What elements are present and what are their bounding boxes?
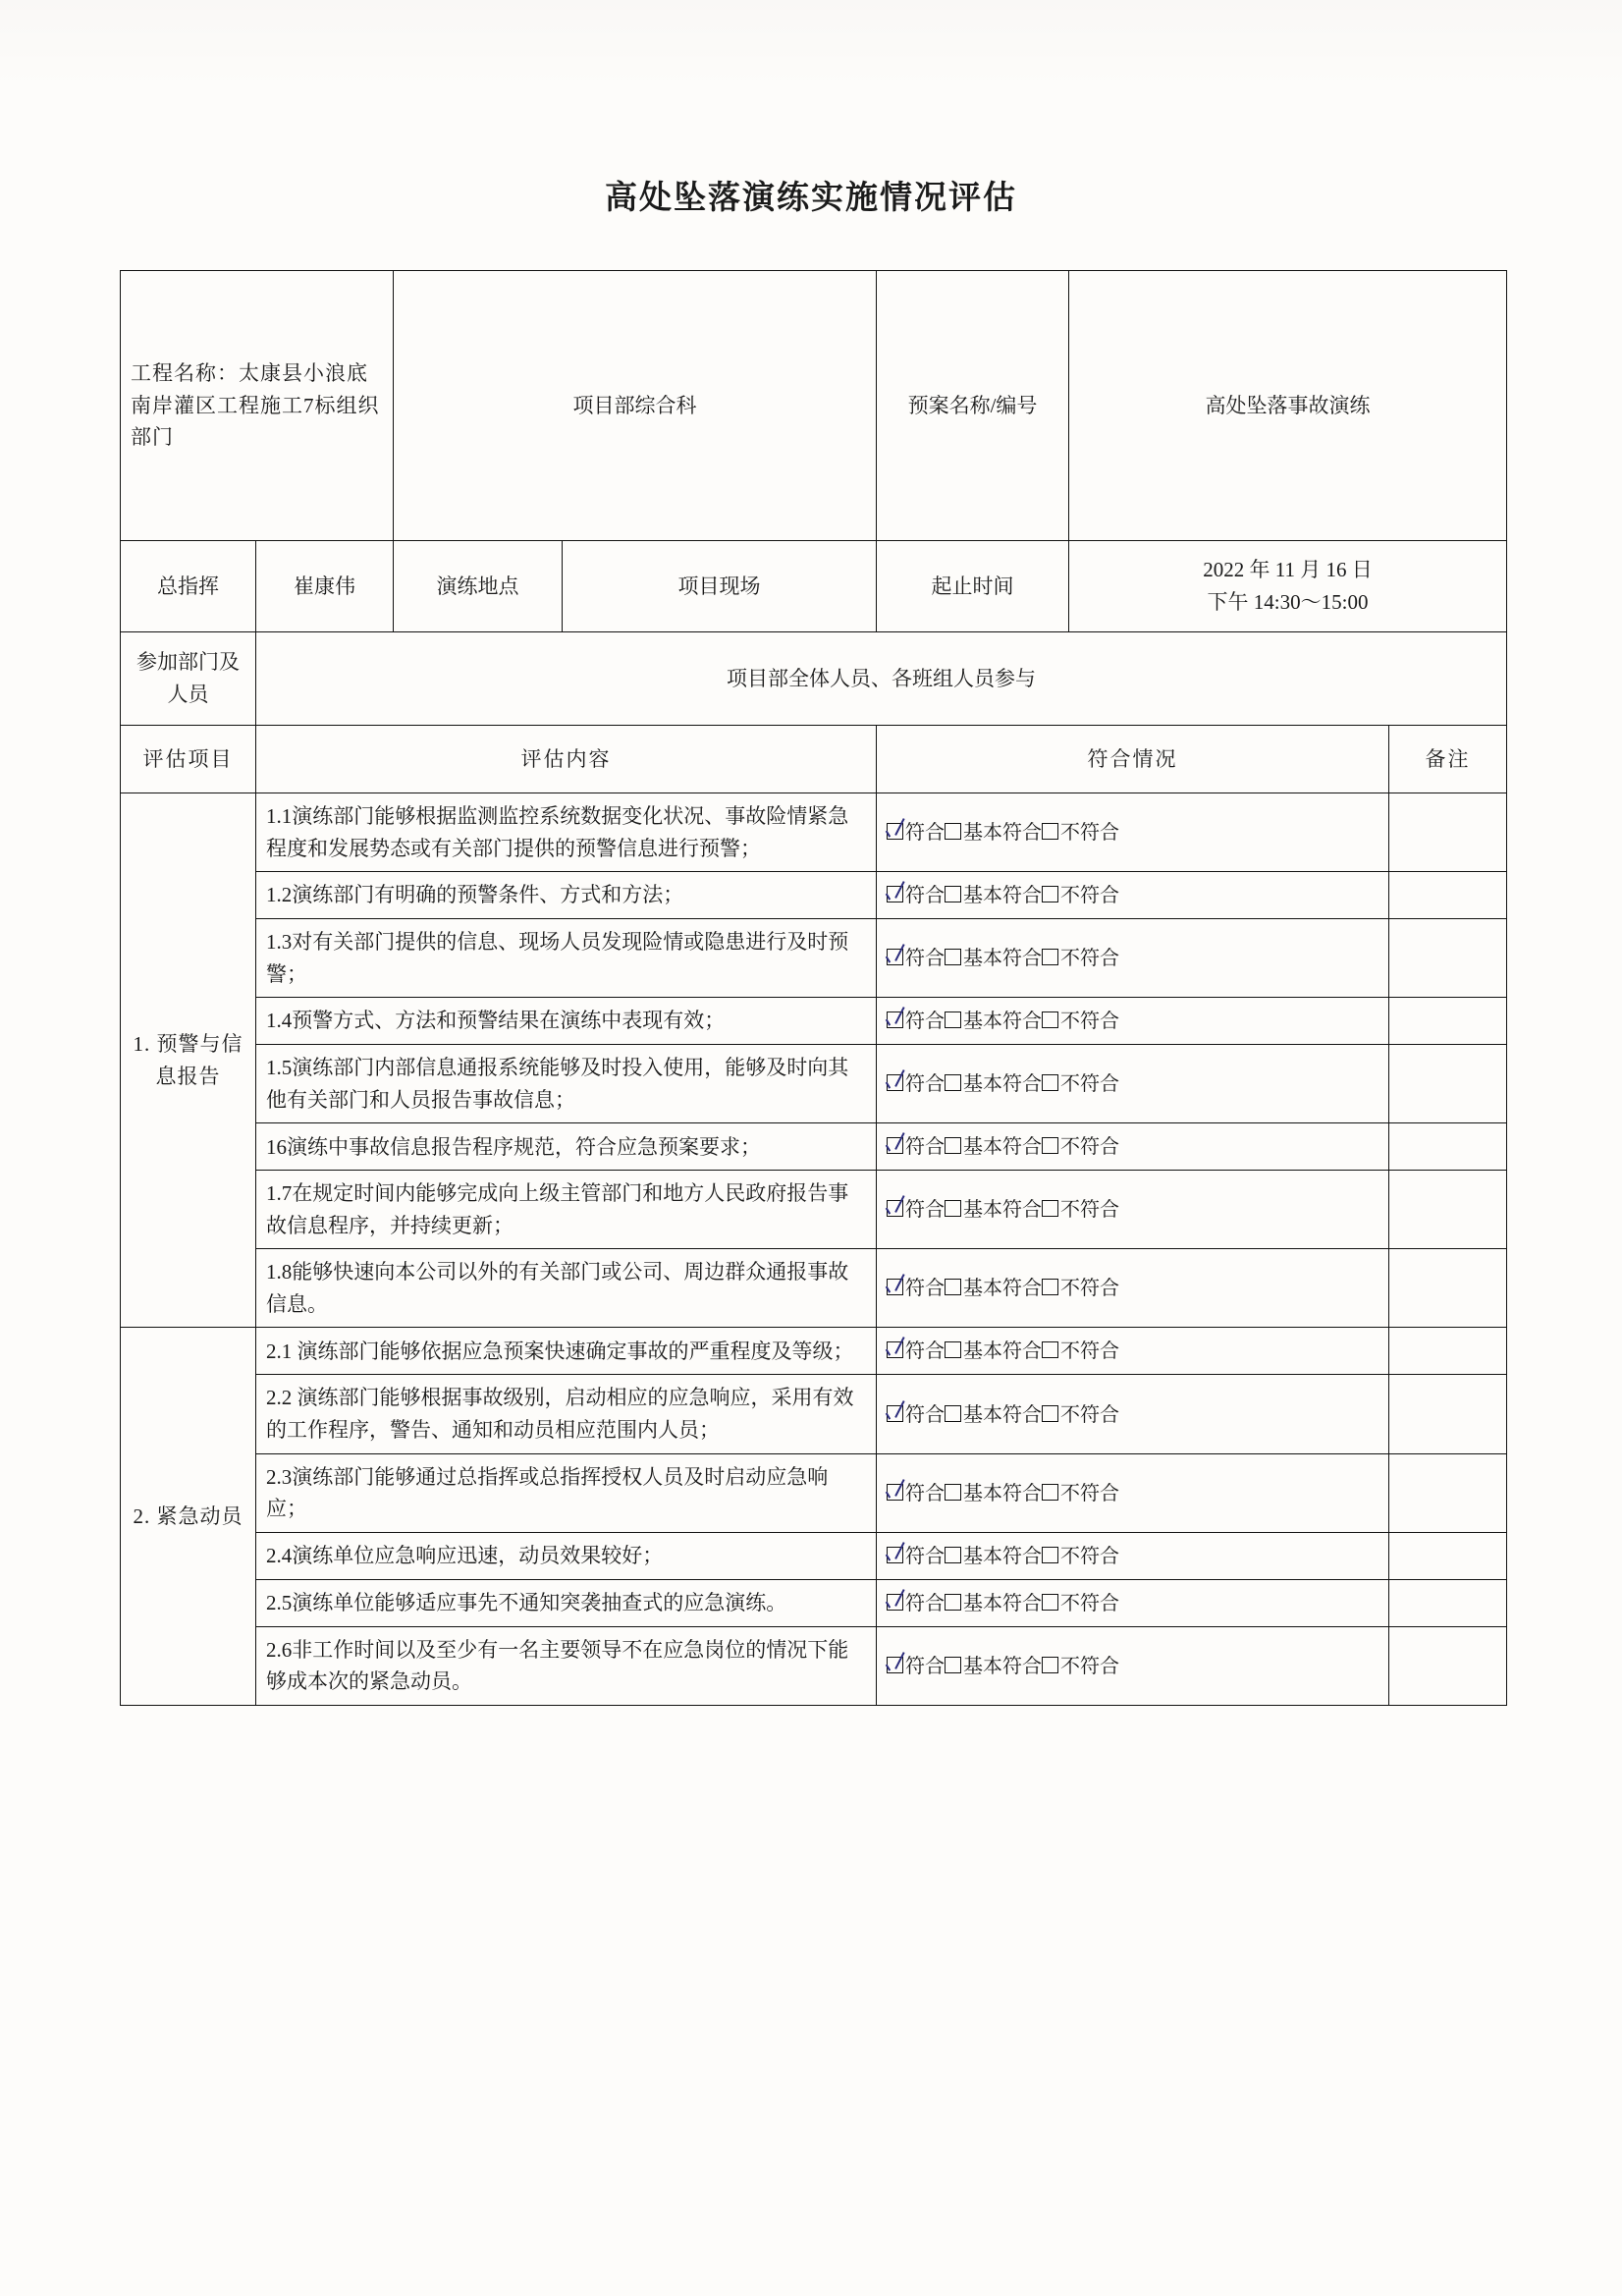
checkbox-basic-conform-label: 基本符合 [963,1278,1042,1300]
checkbox-conform-label: 符合 [905,948,945,970]
assessment-item-text: 1.7在规定时间内能够完成向上级主管部门和地方人民政府报告事故信息程序，并持续更新； [256,1171,877,1249]
checkbox-conform-label: 符合 [905,822,945,845]
remark-cell [1389,1375,1507,1453]
checkbox-non-conform[interactable] [1042,1011,1058,1028]
checkbox-conform-label: 符合 [905,1482,945,1504]
checkbox-basic-conform[interactable] [945,1011,961,1028]
table-row [121,1123,1507,1171]
conformance-cell [877,1123,1389,1171]
table-row-commander [121,541,1507,632]
checkbox-basic-conform-label: 基本符合 [963,1340,1042,1363]
commander-value-cell: 崔康伟 [256,541,394,632]
checkbox-non-conform[interactable] [1042,1074,1058,1091]
place-value-cell: 项目现场 [563,541,877,632]
checkbox-non-conform[interactable] [1042,949,1058,965]
checkbox-basic-conform-label: 基本符合 [963,1136,1042,1159]
checkbox-basic-conform[interactable] [945,1657,961,1673]
checkbox-non-conform-label: 不符合 [1060,1278,1119,1300]
remark-cell [1389,1045,1507,1123]
checkbox-basic-conform[interactable] [945,1594,961,1611]
remark-cell [1389,1532,1507,1579]
assessment-item-text: 2.5演练单位能够适应事先不通知突袭抽查式的应急演练。 [256,1579,877,1626]
assessment-item-text: 16演练中事故信息报告程序规范，符合应急预案要求； [256,1123,877,1171]
checkbox-basic-conform[interactable] [945,1405,961,1422]
table-row [121,1532,1507,1579]
place-label-cell: 演练地点 [394,541,563,632]
table-row [121,998,1507,1045]
checkbox-non-conform-label: 不符合 [1060,1655,1119,1677]
checkbox-non-conform-label: 不符合 [1060,885,1119,907]
participants-value-cell: 项目部全体人员、各班组人员参与 [256,632,1507,726]
department-cell: 项目部综合科 [394,271,877,541]
checkbox-conform-label: 符合 [905,1403,945,1426]
checkbox-conform[interactable] [887,1405,903,1422]
table-row [121,1045,1507,1123]
assessment-item-text: 2.4演练单位应急响应迅速，动员效果较好； [256,1532,877,1579]
checkbox-non-conform-label: 不符合 [1060,1199,1119,1222]
remark-cell [1389,1123,1507,1171]
checkbox-non-conform[interactable] [1042,823,1058,840]
remark-cell [1389,1453,1507,1532]
assessment-item-text: 1.3对有关部门提供的信息、现场人员发现险情或隐患进行及时预警； [256,919,877,998]
assessment-item-text: 2.6非工作时间以及至少有一名主要领导不在应急岗位的情况下能够成本次的紧急动员。 [256,1626,877,1705]
assessment-item-text: 1.4预警方式、方法和预警结果在演练中表现有效； [256,998,877,1045]
checkbox-non-conform[interactable] [1042,1137,1058,1154]
checkbox-non-conform[interactable] [1042,1341,1058,1358]
table-row-project [121,271,1507,541]
checkbox-conform[interactable] [887,886,903,902]
assessment-item-text: 1.8能够快速向本公司以外的有关部门或公司、周边群众通报事故信息。 [256,1249,877,1328]
checkbox-conform-label: 符合 [905,1073,945,1096]
section-label-cell: 2. 紧急动员 [121,1328,256,1705]
time-label-cell: 起止时间 [877,541,1069,632]
checkbox-conform[interactable] [887,1279,903,1295]
project-name-cell: 工程名称：太康县小浪底南岸灌区工程施工7标组织部门 [121,271,394,541]
header-remark: 备注 [1389,726,1507,793]
remark-cell [1389,872,1507,919]
checkbox-non-conform[interactable] [1042,1594,1058,1611]
checkbox-non-conform-label: 不符合 [1060,1482,1119,1504]
participants-label-cell: 参加部门及人员 [121,632,256,726]
conformance-cell [877,793,1389,872]
plan-value-cell: 高处坠落事故演练 [1069,271,1507,541]
conformance-cell [877,1249,1389,1328]
checkbox-basic-conform[interactable] [945,1547,961,1563]
checkbox-non-conform-label: 不符合 [1060,1340,1119,1363]
checkbox-basic-conform-label: 基本符合 [963,1199,1042,1222]
checkbox-non-conform[interactable] [1042,1484,1058,1501]
checkbox-non-conform-label: 不符合 [1060,948,1119,970]
checkbox-basic-conform[interactable] [945,1200,961,1217]
assessment-item-text: 1.1演练部门能够根据监测监控系统数据变化状况、事故险情紧急程度和发展势态或有关部门提供的预警信息进行预警； [256,793,877,872]
conformance-cell [877,1328,1389,1375]
checkbox-non-conform-label: 不符合 [1060,1073,1119,1096]
table-row [121,919,1507,998]
checkbox-conform-label: 符合 [905,1545,945,1567]
remark-cell [1389,1328,1507,1375]
table-row [121,1328,1507,1375]
checkbox-non-conform-label: 不符合 [1060,822,1119,845]
checkbox-non-conform-label: 不符合 [1060,1403,1119,1426]
table-row [121,1375,1507,1453]
remark-cell [1389,998,1507,1045]
checkbox-non-conform[interactable] [1042,886,1058,902]
checkbox-basic-conform[interactable] [945,1484,961,1501]
checkbox-non-conform-label: 不符合 [1060,1545,1119,1567]
checkbox-non-conform[interactable] [1042,1405,1058,1422]
checkbox-conform-label: 符合 [905,1278,945,1300]
conformance-cell [877,998,1389,1045]
checkbox-conform-label: 符合 [905,1011,945,1033]
table-row-participants [121,632,1507,726]
conformance-cell [877,872,1389,919]
checkbox-conform[interactable] [887,1657,903,1673]
conformance-cell [877,1532,1389,1579]
checkbox-conform-label: 符合 [905,1199,945,1222]
commander-label-cell: 总指挥 [121,541,256,632]
table-row [121,793,1507,872]
header-conformance: 符合情况 [877,726,1389,793]
checkbox-basic-conform[interactable] [945,1137,961,1154]
section-label-cell: 1. 预警与信息报告 [121,793,256,1328]
checkbox-basic-conform[interactable] [945,1074,961,1091]
assessment-item-text: 2.3演练部门能够通过总指挥或总指挥授权人员及时启动应急响应； [256,1453,877,1532]
conformance-cell [877,1453,1389,1532]
conformance-cell [877,1045,1389,1123]
conformance-cell [877,1171,1389,1249]
checkbox-conform[interactable] [887,1074,903,1091]
checkbox-conform[interactable] [887,1484,903,1501]
checkbox-basic-conform[interactable] [945,886,961,902]
assessment-item-text: 1.5演练部门内部信息通报系统能够及时投入使用，能够及时向其他有关部门和人员报告事故信息； [256,1045,877,1123]
checkbox-conform-label: 符合 [905,1340,945,1363]
checkbox-conform-label: 符合 [905,1136,945,1159]
table-row [121,1453,1507,1532]
remark-cell [1389,1579,1507,1626]
checkbox-basic-conform-label: 基本符合 [963,1655,1042,1677]
assessment-item-text: 2.1 演练部门能够依据应急预案快速确定事故的严重程度及等级； [256,1328,877,1375]
checkbox-basic-conform-label: 基本符合 [963,1545,1042,1567]
conformance-cell [877,1579,1389,1626]
table-row [121,872,1507,919]
checkbox-non-conform[interactable] [1042,1657,1058,1673]
checkbox-conform[interactable] [887,1200,903,1217]
checkbox-conform[interactable] [887,1341,903,1358]
checkbox-non-conform[interactable] [1042,1279,1058,1295]
remark-cell [1389,1626,1507,1705]
checkbox-non-conform[interactable] [1042,1200,1058,1217]
checkbox-basic-conform[interactable] [945,1341,961,1358]
table-row [121,1249,1507,1328]
plan-label-cell: 预案名称/编号 [877,271,1069,541]
table-header-row [121,726,1507,793]
checkbox-conform-label: 符合 [905,1655,945,1677]
checkbox-basic-conform-label: 基本符合 [963,1403,1042,1426]
assessment-item-text: 1.2演练部门有明确的预警条件、方式和方法； [256,872,877,919]
checkbox-conform[interactable] [887,949,903,965]
checkbox-basic-conform-label: 基本符合 [963,948,1042,970]
checkbox-conform[interactable] [887,823,903,840]
checkbox-conform[interactable] [887,1137,903,1154]
checkbox-basic-conform-label: 基本符合 [963,1592,1042,1614]
page-title: 高处坠落演练实施情况评估 [605,179,1017,215]
assessment-item-text: 2.2 演练部门能够根据事故级别，启动相应的应急响应，采用有效的工作程序，警告、通知和动员相应范围内人员； [256,1375,877,1453]
checkbox-basic-conform-label: 基本符合 [963,1482,1042,1504]
remark-cell [1389,1171,1507,1249]
checkbox-basic-conform[interactable] [945,1279,961,1295]
checkbox-non-conform-label: 不符合 [1060,1592,1119,1614]
checkbox-conform[interactable] [887,1547,903,1563]
checkbox-non-conform[interactable] [1042,1547,1058,1563]
checkbox-non-conform-label: 不符合 [1060,1136,1119,1159]
header-item: 评估项目 [121,726,256,793]
remark-cell [1389,793,1507,872]
conformance-cell [877,1626,1389,1705]
time-value-line1: 2022 年 11 月 16 日 [1203,558,1373,582]
header-content: 评估内容 [256,726,877,793]
checkbox-basic-conform[interactable] [945,949,961,965]
checkbox-basic-conform-label: 基本符合 [963,822,1042,845]
checkbox-basic-conform[interactable] [945,823,961,840]
checkbox-basic-conform-label: 基本符合 [963,1011,1042,1033]
time-value-line2: 下午 14:30～15:00 [1207,590,1369,614]
checkbox-conform[interactable] [887,1011,903,1028]
checkbox-conform-label: 符合 [905,1592,945,1614]
remark-cell [1389,919,1507,998]
time-value-cell [1069,541,1507,632]
table-row [121,1626,1507,1705]
checkbox-conform-label: 符合 [905,885,945,907]
checkbox-conform[interactable] [887,1594,903,1611]
checkbox-basic-conform-label: 基本符合 [963,885,1042,907]
conformance-cell [877,919,1389,998]
table-row [121,1579,1507,1626]
remark-cell [1389,1249,1507,1328]
assessment-table [120,270,1507,1706]
conformance-cell [877,1375,1389,1453]
checkbox-basic-conform-label: 基本符合 [963,1073,1042,1096]
table-row [121,1171,1507,1249]
checkbox-non-conform-label: 不符合 [1060,1011,1119,1033]
